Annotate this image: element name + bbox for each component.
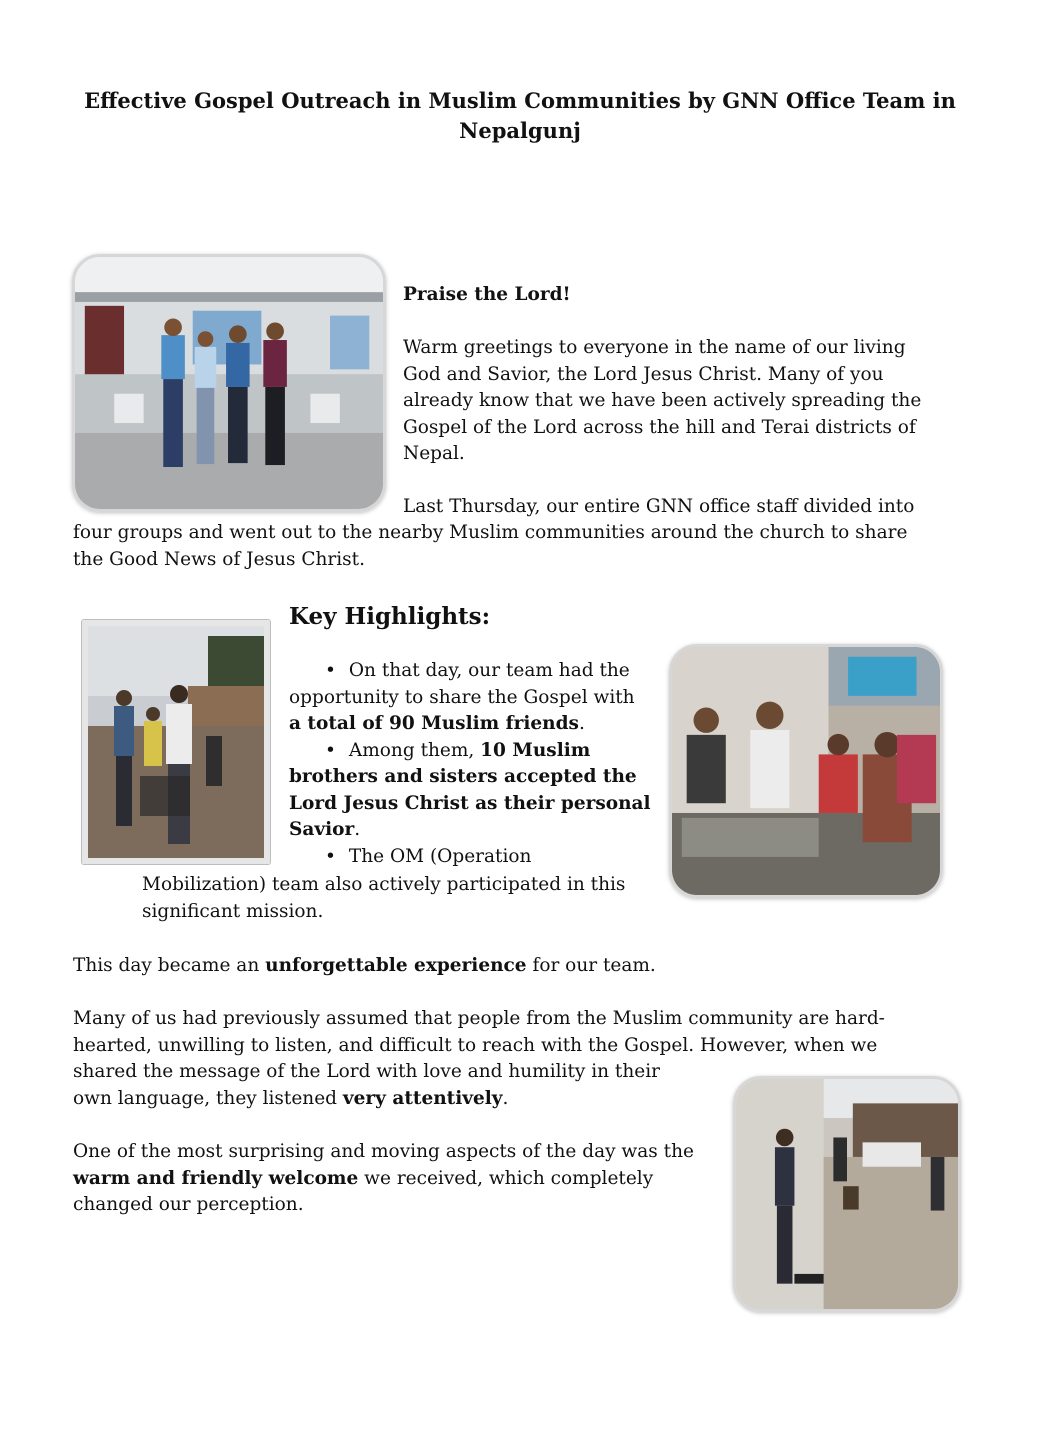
- highlight-line: a total of 90 Muslim friends.: [289, 713, 585, 734]
- highlight-item: • Among them, 10 Muslim: [289, 738, 669, 765]
- praise-heading: Praise the Lord!: [403, 284, 571, 305]
- villagers-photo: [669, 644, 943, 898]
- key-highlights-heading: Key Highlights:: [289, 603, 491, 630]
- welcome-line: warm and friendly welcome we received, which completely: [73, 1167, 654, 1189]
- welcome-line: One of the most surprising and moving aspects of the day was the: [73, 1141, 694, 1162]
- welcome-paragraph: [73, 1139, 723, 1219]
- thursday-line-1: Last Thursday, our entire GNN office staff divided into: [403, 496, 915, 517]
- title-line-1: Effective Gospel Outreach in Muslim Communities by GNN Office Team in: [84, 88, 956, 113]
- assumption-line: Many of us had previously assumed that people from the Muslim community are hard-: [73, 1008, 885, 1029]
- thursday-line-3: the Good News of Jesus Christ.: [73, 549, 365, 570]
- highlight-item: • On that day, our team had the: [289, 658, 669, 685]
- page-title: [60, 86, 980, 146]
- assumption-line: shared the message of the Lord with love and humility in their: [73, 1061, 660, 1082]
- greeting-line: Nepal.: [403, 443, 465, 464]
- bullet-icon: •: [325, 845, 336, 867]
- greeting-line: God and Savior, the Lord Jesus Christ. Many of you: [403, 363, 884, 385]
- highlight-item: • The OM (Operation: [289, 844, 669, 871]
- thursday-line-2: four groups and went out to the nearby Muslim communities around the church to share: [73, 522, 908, 543]
- village-street-photo: [733, 1076, 961, 1312]
- bullet-icon: •: [325, 739, 336, 761]
- team-photo: [72, 254, 386, 512]
- highlight-line: Lord Jesus Christ as their personal: [289, 792, 651, 814]
- greeting-paragraph: [403, 335, 963, 468]
- experience-paragraph: This day became an unforgettable experience for our team.: [73, 955, 656, 976]
- assumption-line: hearted, unwilling to listen, and difficult to reach with the Gospel. However, when we: [73, 1034, 878, 1056]
- highlight-line: brothers and sisters accepted the: [289, 766, 637, 787]
- title-line-2: Nepalgunj: [459, 118, 581, 143]
- highlight-line: opportunity to share the Gospel with: [289, 686, 635, 708]
- greeting-line: Gospel of the Lord across the hill and Terai districts of: [403, 416, 916, 438]
- highlight-line: significant mission.: [142, 901, 324, 922]
- highlight-line: Savior.: [289, 819, 361, 840]
- greeting-line: Warm greetings to everyone in the name of our living: [403, 337, 906, 358]
- assumption-line: own language, they listened very attentively.: [73, 1087, 509, 1109]
- highlights-list: [289, 658, 669, 870]
- bullet-icon: •: [325, 660, 336, 681]
- village-walk-photo: [82, 620, 270, 864]
- highlight-line: Mobilization) team also actively participated in this: [142, 874, 626, 895]
- welcome-line: changed our perception.: [73, 1194, 304, 1215]
- greeting-line: already know that we have been actively spreading the: [403, 390, 922, 411]
